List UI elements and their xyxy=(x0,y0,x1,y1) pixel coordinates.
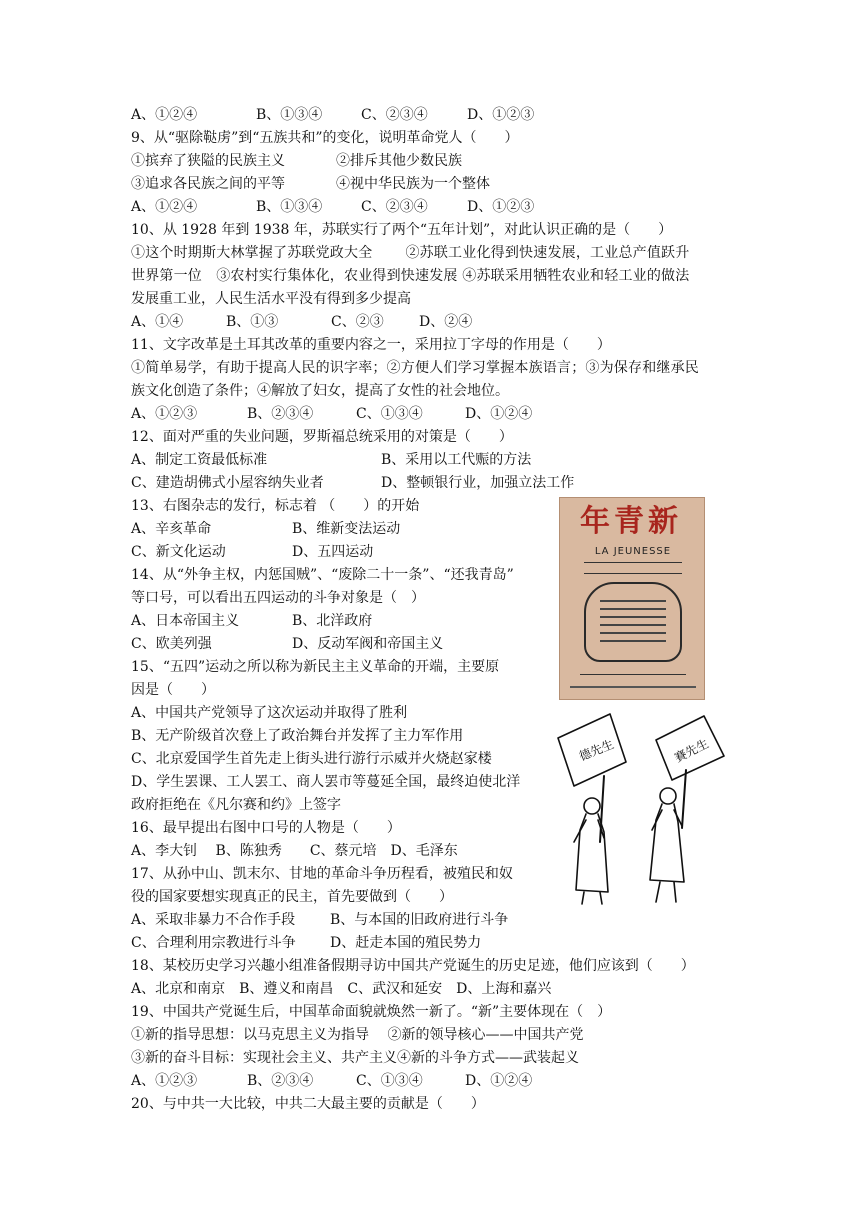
q12-option-c: C、建造胡佛式小屋容纳失业者 xyxy=(131,475,324,491)
q15-option-b: B、无产阶级首次登上了政治舞台并发挥了主力军作用 xyxy=(131,728,464,744)
q16-stem: 16、最早提出右图中口号的人物是（ ） xyxy=(131,820,401,836)
q15-option-a: A、中国共产党领导了这次运动并取得了胜利 xyxy=(131,705,408,721)
q9-option-a: A、①②④ xyxy=(131,199,198,215)
q13-option-b: B、维新变法运动 xyxy=(292,521,401,537)
q9-option-d: D、①②③ xyxy=(467,199,535,215)
magazine-subtitle: LA JEUNESSE xyxy=(594,546,672,557)
magazine-contents-frame xyxy=(584,582,682,662)
q8-option-d: D、①②③ xyxy=(467,107,535,123)
q10-stem: 10、从 1928 年到 1938 年，苏联实行了两个“五年计划”，对此认识正确的是（ ） xyxy=(131,222,673,238)
q14-option-a: A、日本帝国主义 xyxy=(131,613,240,629)
q17-option-c: C、合理利用宗教进行斗争 xyxy=(131,935,296,951)
magazine-issue-band xyxy=(580,674,686,683)
q18-options: A、北京和南京 B、遵义和南昌 C、武汉和延安 D、上海和嘉兴 xyxy=(131,981,552,997)
q19-statement-line-2: ③新的奋斗目标：实现社会主义、共产主义④新的斗争方式——武装起义 xyxy=(131,1050,579,1066)
protest-sketch-image xyxy=(556,710,728,910)
q15-option-d-line-1: D、学生罢课、工人罢工、商人罢市等蔓延全国，最终迫使北洋 xyxy=(131,774,521,790)
right-sign-text: 賽先生 xyxy=(672,736,711,765)
q19-statement-line-1: ①新的指导思想：以马克思主义为指导 ②新的领导核心——中国共产党 xyxy=(131,1027,584,1043)
q19-option-b: B、②③④ xyxy=(247,1073,314,1089)
q10-option-c: C、②③ xyxy=(331,314,384,330)
q11-statement-line-1: ①简单易学，有助于提高人民的识字率；②方便人们学习掌握本族语言；③为保存和继承民 xyxy=(131,360,699,376)
q19-option-d: D、①②④ xyxy=(465,1073,533,1089)
q15-option-d-line-2: 政府拒绝在《凡尔赛和约》上签字 xyxy=(131,797,341,813)
q14-option-c: C、欧美列强 xyxy=(131,636,212,652)
q19-stem: 19、中国共产党诞生后，中国革命面貌就焕然一新了。“新”主要体现在（ ） xyxy=(131,1004,612,1020)
q8-option-b: B、①③④ xyxy=(256,107,323,123)
q15-stem-line-2: 因是（ ） xyxy=(131,682,215,698)
q10-statement-line-3: 发展重工业，人民生活水平没有得到多少提高 xyxy=(131,291,411,307)
q9-option-c: C、②③④ xyxy=(361,199,428,215)
magazine-title: 年青新 xyxy=(580,504,682,539)
q17-option-b: B、与本国的旧政府进行斗争 xyxy=(330,912,509,928)
q17-option-a: A、采取非暴力不合作手段 xyxy=(131,912,296,928)
q17-stem-line-1: 17、从孙中山、凯末尔、甘地的革命斗争历程看，被殖民和奴 xyxy=(131,866,513,882)
q10-option-a: A、①④ xyxy=(131,314,184,330)
q20-stem: 20、与中共一大比较，中共二大最主要的贡献是（ ） xyxy=(131,1096,485,1112)
q12-option-d: D、整顿银行业，加强立法工作 xyxy=(381,475,575,491)
q14-stem-line-1: 14、从“外争主权，内惩国贼”、“废除二十一条”、“还我青岛” xyxy=(131,567,514,583)
q13-stem: 13、右图杂志的发行，标志着 （ ）的开始 xyxy=(131,498,420,514)
left-sign-text: 德先生 xyxy=(577,737,616,764)
magazine-footer-line xyxy=(570,686,696,688)
q17-option-d: D、赶走本国的殖民势力 xyxy=(330,935,482,951)
q19-option-a: A、①②③ xyxy=(131,1073,198,1089)
q11-stem: 11、文字改革是土耳其改革的重要内容之一，采用拉丁字母的作用是（ ） xyxy=(131,337,611,353)
q15-option-c: C、北京爱国学生首先走上街头进行游行示威并火烧赵家楼 xyxy=(131,751,492,767)
q9-statement-2: ②排斥其他少数民族 xyxy=(336,153,462,169)
q9-statement-3: ③追求各民族之间的平等 xyxy=(131,176,285,192)
q8-option-c: C、②③④ xyxy=(361,107,428,123)
q19-option-c: C、①③④ xyxy=(356,1073,423,1089)
q11-statement-line-2: 族文化创造了条件；④解放了妇女，提高了女性的社会地位。 xyxy=(131,383,509,399)
q10-statement-line-1: ①这个时期斯大林掌握了苏联党政大全 ②苏联工业化得到快速发展，工业总产值跃升 xyxy=(131,245,690,261)
q12-option-b: B、采用以工代赈的方法 xyxy=(381,452,532,468)
magazine-cover-image xyxy=(559,497,705,700)
q16-options: A、李大钊 B、陈独秀 C、蔡元培 D、毛泽东 xyxy=(131,843,458,859)
q11-option-d: D、①②④ xyxy=(465,406,533,422)
q9-stem: 9、从“驱除鞑虏”到“五族共和”的变化，说明革命党人（ ） xyxy=(131,130,519,146)
q11-option-a: A、①②③ xyxy=(131,406,198,422)
q14-stem-line-2: 等口号，可以看出五四运动的斗争对象是（ ） xyxy=(131,590,425,606)
q18-stem: 18、某校历史学习兴趣小组准备假期寻访中国共产党诞生的历史足迹，他们应该到（ ） xyxy=(131,958,695,974)
q10-option-b: B、①③ xyxy=(226,314,279,330)
magazine-band xyxy=(584,562,682,574)
q13-option-c: C、新文化运动 xyxy=(131,544,226,560)
q8-option-a: A、①②④ xyxy=(131,107,198,123)
q14-option-d: D、反动军阀和帝国主义 xyxy=(292,636,444,652)
q13-option-a: A、辛亥革命 xyxy=(131,521,212,537)
q9-option-b: B、①③④ xyxy=(256,199,323,215)
q10-statement-line-2: 世界第一位 ③农村实行集体化，农业得到快速发展 ④苏联采用牺牲农业和轻工业的做法 xyxy=(131,268,690,284)
q14-option-b: B、北洋政府 xyxy=(292,613,373,629)
q10-option-d: D、②④ xyxy=(419,314,473,330)
q9-statement-4: ④视中华民族为一个整体 xyxy=(336,176,490,192)
q11-option-b: B、②③④ xyxy=(247,406,314,422)
q12-stem: 12、面对严重的失业问题，罗斯福总统采用的对策是（ ） xyxy=(131,429,513,445)
q12-option-a: A、制定工资最低标准 xyxy=(131,452,268,468)
q15-stem-line-1: 15、“五四”运动之所以称为新民主主义革命的开端，主要原 xyxy=(131,659,500,675)
q13-option-d: D、五四运动 xyxy=(292,544,374,560)
q11-option-c: C、①③④ xyxy=(356,406,423,422)
q9-statement-1: ①摈弃了狭隘的民族主义 xyxy=(131,153,285,169)
q17-stem-line-2: 役的国家要想实现真正的民主，首先要做到（ ） xyxy=(131,889,453,905)
